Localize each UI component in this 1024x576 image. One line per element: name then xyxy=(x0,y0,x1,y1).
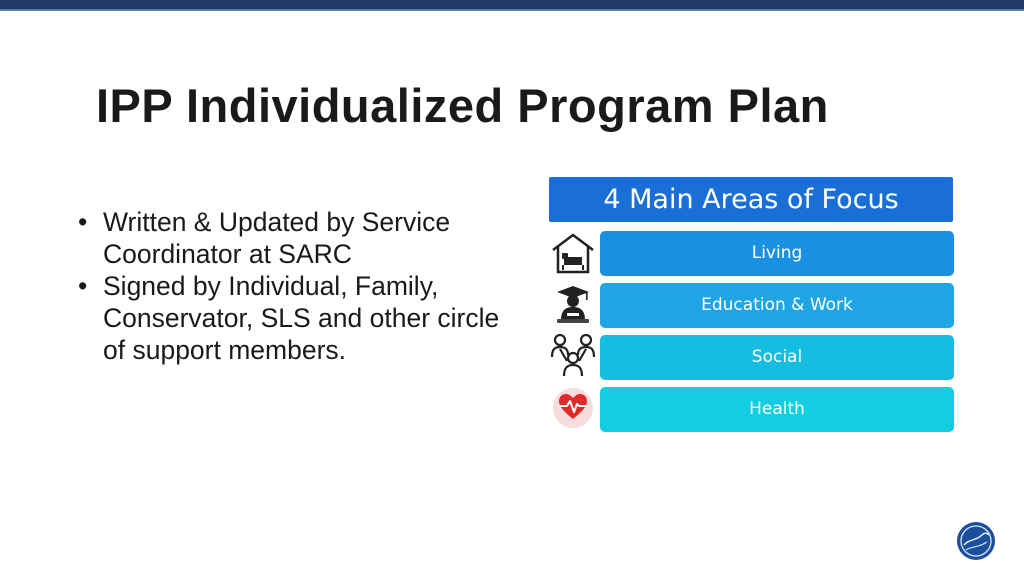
heart-pulse-icon xyxy=(549,384,597,432)
focus-area-education-work: Education & Work xyxy=(600,283,954,328)
bullet-item xyxy=(78,270,518,366)
focus-area-health: Health xyxy=(600,387,954,432)
organization-badge-icon xyxy=(956,521,996,561)
focus-areas-header: 4 Main Areas of Focus xyxy=(549,177,953,222)
people-group-icon xyxy=(549,331,597,379)
focus-area-social: Social xyxy=(600,335,954,380)
graduate-icon xyxy=(549,280,597,328)
bullet-list xyxy=(78,206,518,366)
bullet-text: Signed by Individual, Family, Conservator, SLS and other circle of support members. xyxy=(103,271,500,365)
focus-area-living: Living xyxy=(600,231,954,276)
slide-title: IPP Individualized Program Plan xyxy=(96,79,829,132)
bullet-marker: • xyxy=(78,271,88,301)
bullet-item xyxy=(78,206,518,270)
top-accent-rule xyxy=(0,0,1024,9)
bullet-text: Written & Updated by Service Coordinator at SARC xyxy=(103,207,451,269)
bullet-marker: • xyxy=(78,207,88,237)
house-bed-icon xyxy=(549,230,597,278)
